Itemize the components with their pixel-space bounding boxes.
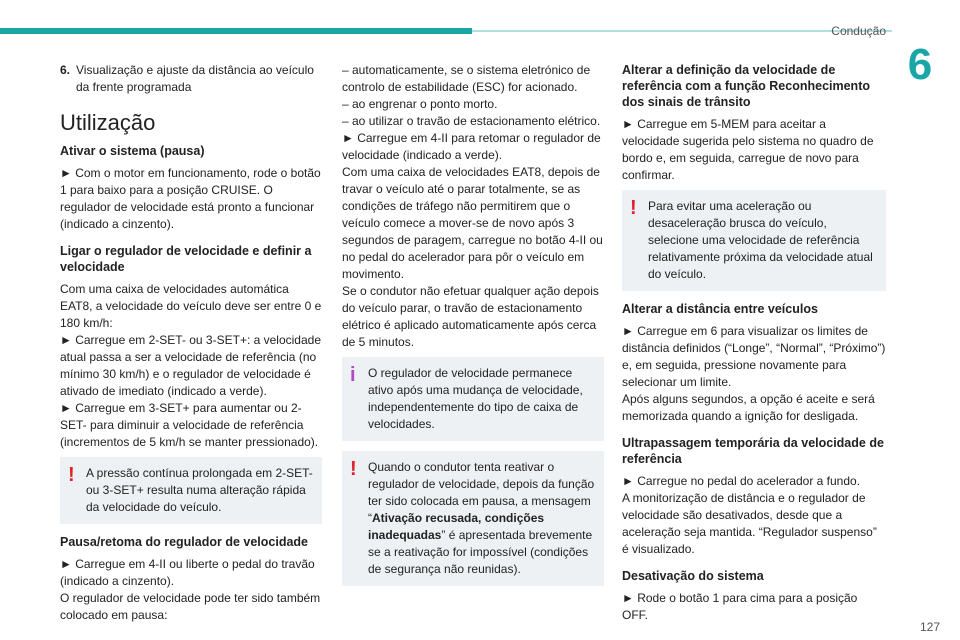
info-box bbox=[342, 357, 604, 441]
warning-message: Ativação recusada, condições inadequadas bbox=[368, 511, 545, 542]
chapter-number: 6 bbox=[907, 40, 933, 89]
paragraph: ► Carregue em 6 para visualizar os limites de distância definidos (“Longe”, “Normal”, “Próximo”) e, em seguida, pressione novamente para selecionar um limite. bbox=[622, 324, 886, 389]
item-number: 6. bbox=[60, 63, 71, 77]
paragraph: ► Carregue no pedal do acelerador a fundo. bbox=[622, 474, 861, 488]
warning-text bbox=[368, 459, 596, 578]
warning-box bbox=[342, 451, 604, 586]
paragraph: ► Carregue em 2-SET- ou 3-SET+: a velocidade atual passa a ser a velocidade de referência (no mínimo 30 km/h) e o regulador de velocidade é ativado de imediato (indicado a verde). bbox=[60, 333, 321, 398]
heading-distancia: Alterar a distância entre veículos bbox=[622, 302, 818, 316]
exclamation-icon: ! bbox=[68, 464, 75, 486]
list-item: – ao engrenar o ponto morto. bbox=[342, 97, 498, 111]
warning-text: A pressão contínua prolongada em 2-SET- ou 3-SET+ resulta numa alteração rápida da velocidade do veículo. bbox=[86, 466, 313, 514]
warning-text: Para evitar uma aceleração ou desaceleração brusca do veículo, selecione uma velocidade de referência relativamente próxima da velocidade atual do veículo. bbox=[648, 199, 873, 281]
list-item: – automaticamente, se o sistema eletrónico de controlo de estabilidade (ESC) for acionado. bbox=[342, 63, 591, 94]
exclamation-icon: ! bbox=[350, 458, 357, 480]
info-icon: i bbox=[350, 364, 356, 386]
heading-ligar: Ligar o regulador de velocidade e definir a velocidade bbox=[60, 244, 312, 274]
warning-box bbox=[60, 457, 322, 524]
warning-box bbox=[622, 190, 886, 291]
paragraph: ► Carregue em 5-MEM para aceitar a velocidade sugerida pelo sistema no quadro de bordo e, em seguida, carregue de novo para confirmar. bbox=[622, 117, 874, 182]
heading-ativar: Ativar o sistema (pausa) bbox=[60, 144, 205, 158]
warning-text-part: Quando o condutor tenta reativar o regulador de velocidade, depois da função ter sido colocada em pausa, a mensagem “ bbox=[368, 460, 595, 525]
info-text: O regulador de velocidade permanece ativo após uma mudança de velocidade, independentemente do tipo de caixa de velocidades. bbox=[368, 366, 583, 431]
heading-alterar: Alterar a definição da velocidade de referência com a função Reconhecimento dos sinais de trânsito bbox=[622, 63, 870, 109]
column-2 bbox=[342, 62, 604, 596]
paragraph: Após alguns segundos, a opção é aceite e será memorizada quando a ignição for desligada. bbox=[622, 392, 875, 423]
heading-ultrapassagem: Ultrapassagem temporária da velocidade de referência bbox=[622, 436, 884, 466]
paragraph: Com uma caixa de velocidades EAT8, depois de travar o veículo até o parar totalmente, se as condições de tráfego não permitirem que o veículo comece a mover-se de novo após 3 segundos de paragem, carregue no botão 4-II ou no pedal do acelerador para pôr o veículo em movimento. bbox=[342, 165, 603, 281]
column-3 bbox=[622, 62, 886, 630]
paragraph: Se o condutor não efetuar qualquer ação depois do veículo parar, o travão de estacionamento elétrico é aplicado automaticamente após cerca de 5 minutos. bbox=[342, 284, 599, 349]
section-name: Condução bbox=[831, 24, 886, 38]
paragraph: A monitorização de distância e o regulador de velocidade são desativados, desde que a aceleração seja mantida. “Regulador suspenso” é visualizado. bbox=[622, 491, 877, 556]
header-accent-bar bbox=[0, 28, 472, 34]
paragraph: ► Carregue em 4-II ou liberte o pedal do travão (indicado a cinzento). bbox=[60, 557, 315, 588]
list-item: – ao utilizar o travão de estacionamento elétrico. bbox=[342, 114, 601, 128]
paragraph: ► Carregue em 3-SET+ para aumentar ou 2-SET- para diminuir a velocidade de referência (incrementos de 5 km/h se manter pressionado). bbox=[60, 401, 319, 449]
warning-text-part: ” é apresentada brevemente se a reativação for impossível (condições de segurança não reunidas). bbox=[368, 528, 593, 576]
page-number: 127 bbox=[919, 620, 940, 634]
item-text: Visualização e ajuste da distância ao veículo da frente programada bbox=[76, 63, 314, 94]
column-1 bbox=[60, 62, 322, 630]
paragraph: O regulador de velocidade pode ter sido também colocado em pausa: bbox=[60, 591, 321, 622]
heading-pausa: Pausa/retoma do regulador de velocidade bbox=[60, 535, 308, 549]
paragraph: Com uma caixa de velocidades automática EAT8, a velocidade do veículo deve ser entre 0 e 180 km/h: bbox=[60, 282, 322, 330]
exclamation-icon: ! bbox=[630, 197, 637, 219]
paragraph: ► Rode o botão 1 para cima para a posição OFF. bbox=[622, 591, 858, 622]
page-title: Utilização bbox=[60, 110, 156, 135]
list-item: ► Carregue em 4-II para retomar o regulador de velocidade (indicado a verde). bbox=[342, 131, 601, 162]
header-rule bbox=[472, 30, 892, 32]
paragraph: ► Com o motor em funcionamento, rode o botão 1 para baixo para a posição CRUISE. O regulador de velocidade está pronto a funcionar (indicado a cinzento). bbox=[60, 166, 321, 231]
list-item bbox=[60, 62, 322, 96]
heading-desativacao: Desativação do sistema bbox=[622, 569, 764, 583]
